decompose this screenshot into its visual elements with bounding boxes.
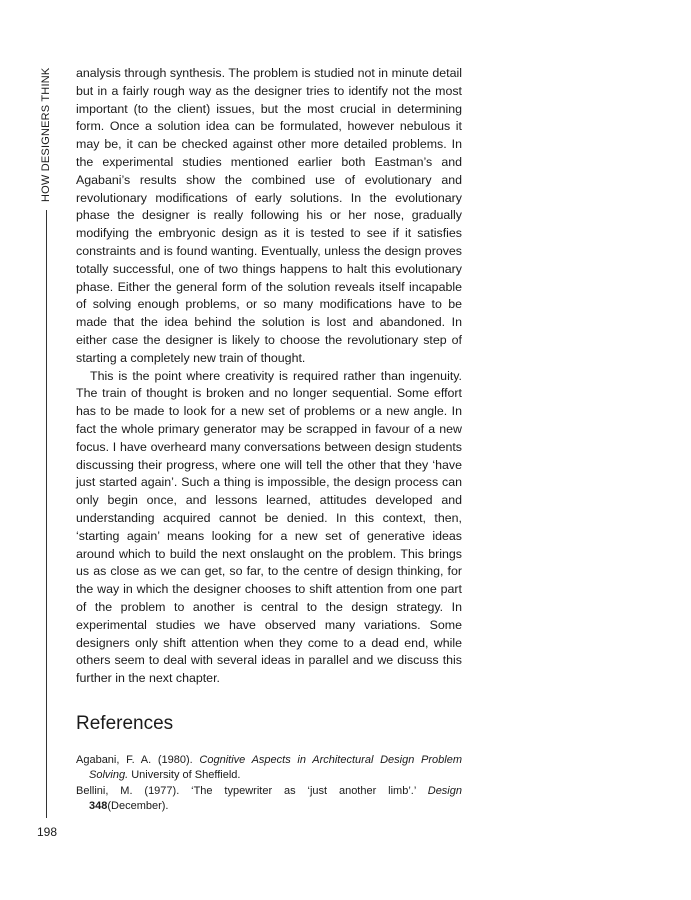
reference-title: Design	[427, 785, 462, 797]
reference-lead: Bellini, M. (1977). ‘The typewriter as ‘just another limb’.’	[76, 785, 428, 797]
page-number: 198	[37, 825, 58, 839]
body-text	[76, 65, 462, 688]
reference-tail: (December).	[107, 800, 169, 812]
margin-rule	[46, 210, 47, 818]
running-head	[40, 62, 54, 202]
references-heading: References	[76, 713, 174, 734]
reference-item	[76, 753, 462, 783]
reference-item	[76, 784, 462, 814]
reference-title: Cognitive Aspects in Architectural Design Problem Solving.	[89, 754, 462, 781]
paragraph: analysis through synthesis. The problem is studied not in minute detail but in a fairly rough way as the designer tries to identify not the most important (to the client) issues, but the most crucial in determining form. Once a solution idea can be formulated, however nebulous it may be, it can be checked against other more detailed problems. In the experimental studies mentioned earlier both Eastman’s and Agabani’s results show the combined use of evolutionary and revolutionary modifications of early solutions. In the evolutionary phase the designer is really following his or her nose, gradually modifying the embryonic design as it is tested to see if it satisfies constraints and is found wanting. Eventually, unless the design proves totally successful, one of two things happens to halt this evolutionary phase. Either the general form of the solution reveals itself incapable of solving enough problems, or so many modifications have to be made that the idea behind the solution is lost and abandoned. In either case the designer is likely to choose the revolutionary step of starting a completely new train of thought.	[76, 66, 462, 365]
reference-lead: Agabani, F. A. (1980).	[76, 754, 200, 766]
reference-tail: University of Sheffield.	[128, 769, 241, 781]
paragraph: This is the point where creativity is required rather than ingenuity. The train of thought is broken and no longer sequential. Some effort has to be made to look for a new set of problems or a new angle. In fact the whole primary generator may be scrapped in favour of a new focus. I have overheard many conversations between design students discussing their progress, where one will tell the other that they ‘have just started again’. Such a thing is impossible, the design process can only begin once, and lessons learned, attitudes developed and understanding acquired cannot be denied. In this context, then, ‘starting again’ means looking for a new set of generative ideas around which to build the next onslaught on the problem. This brings us as close as we can get, so far, to the centre of design thinking, for the way in which the designer chooses to shift attention from one part of the problem to another is central to the design strategy. In experimental studies we have observed many variations. Some designers only shift attention when they come to a dead end, while others seem to deal with several ideas in parallel and we discuss this further in the next chapter.	[76, 368, 462, 686]
reference-volume: 348	[89, 800, 108, 812]
references-list	[76, 753, 462, 815]
running-head-text: HOW DESIGNERS THINK	[40, 67, 52, 202]
